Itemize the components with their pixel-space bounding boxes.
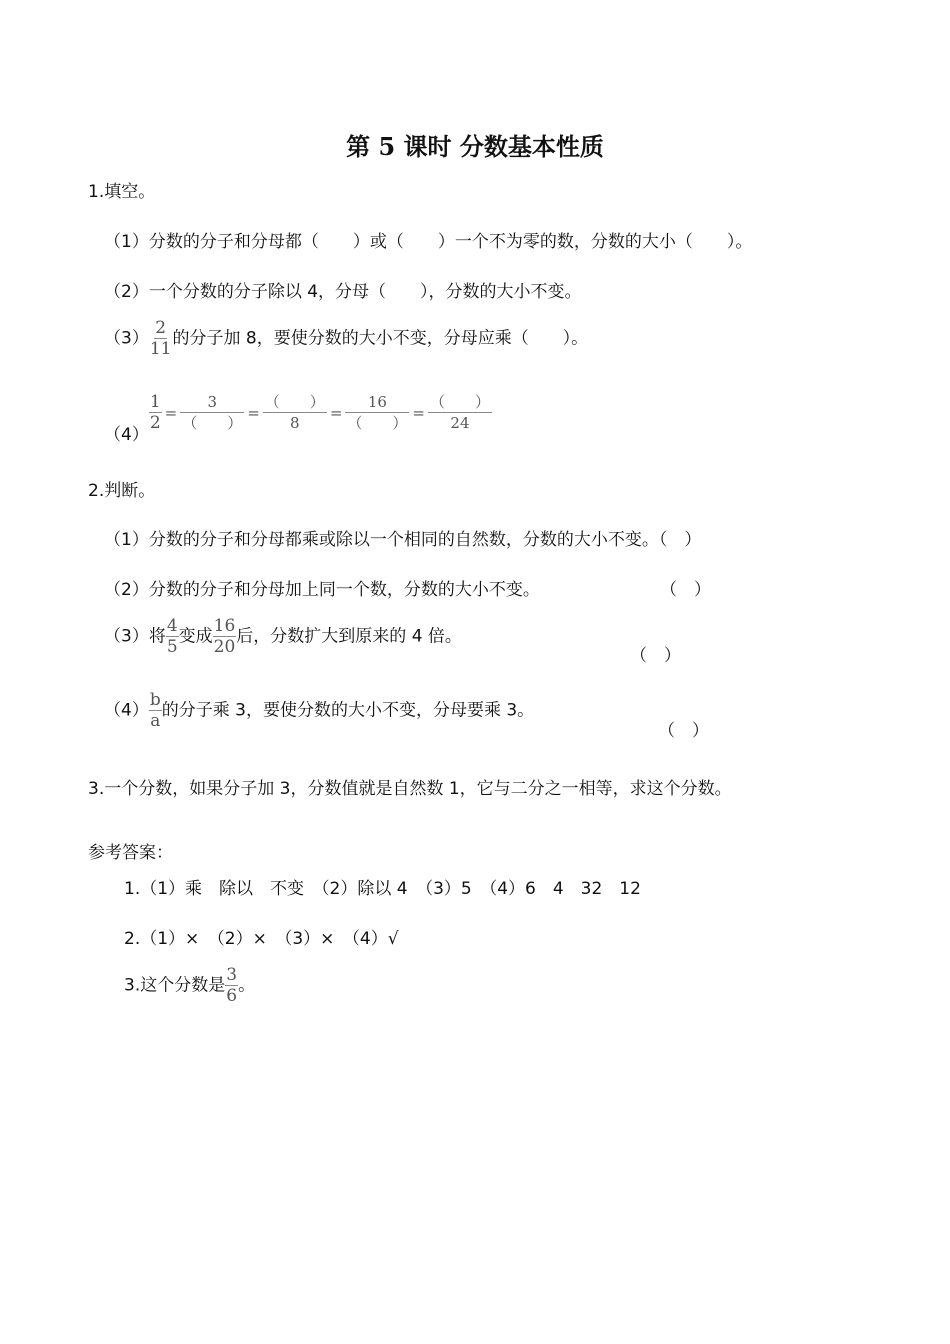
answer-3 [124,965,255,1006]
fraction: $\frac{3}{6}$ [226,965,238,1006]
q2-item-3-label: （3）将 [104,626,166,647]
q2-item-4 [104,690,534,731]
q2-item-3-paren: （ ） [630,646,681,666]
q2-item-4-label: （4） [104,700,149,721]
page-title: 第 5 课时 分数基本性质 [346,132,604,161]
equals-sign: = [164,403,178,422]
fraction: $\frac{( )}{24}$ [429,393,490,432]
fraction: $\frac{4}{5}$ [166,616,178,657]
q1-item-3 [104,318,588,359]
q2-item-3 [104,616,462,657]
answer-3-text: 3.这个分数是 [124,975,226,996]
fraction: $\frac{2}{11}$ [149,318,172,359]
q2-item-1: （1）分数的分子和分母都乘或除以一个相同的自然数，分数的大小不变。（ ） [104,530,702,550]
q1-item-3-text: 的分子加 8，要使分数的大小不变，分母应乘（ ）。 [172,328,589,349]
q1-item-4 [104,392,492,445]
q1-item-1: （1）分数的分子和分母都（ ）或（ ）一个不为零的数，分数的大小（ ）。 [104,232,753,252]
q1-heading: 1.填空。 [88,182,156,202]
q1-item-2: （2）一个分数的分子除以 4，分母（ ），分数的大小不变。 [104,282,582,302]
answer-2: 2.（1）× （2）× （3）× （4）√ [124,929,399,949]
q2-item-3-mid: 变成 [178,626,213,647]
q2-item-2: （2）分数的分子和分母加上同一个数，分数的大小不变。 [104,580,540,600]
equals-sign: = [329,403,343,422]
q2-item-2-paren: （ ） [660,580,711,600]
q2-heading: 2.判断。 [88,481,156,501]
equals-sign: = [412,403,425,422]
fraction: $\frac{16}{( )}$ [347,393,408,432]
q2-item-4-paren: （ ） [658,721,709,741]
q1-item-4-label: （4） [104,424,149,445]
fraction: $\frac{b}{a}$ [149,690,161,731]
answer-1: 1.（1）乘 除以 不变 （2）除以 4 （3）5 （4）6 4 32 12 [124,879,641,899]
fraction: $\frac{16}{20}$ [213,616,236,657]
q2-item-4-text: 的分子乘 3，要使分数的大小不变，分母要乘 3。 [161,700,535,721]
fraction: $\frac{3}{( )}$ [182,393,243,432]
fraction: $\frac{( )}{8}$ [264,393,325,432]
q1-item-3-label: （3） [104,328,149,349]
answer-3-end: 。 [238,975,256,996]
q2-item-3-text: 后，分数扩大到原来的 4 倍。 [236,626,462,647]
fraction: $\frac{1}{2}$ [149,392,161,433]
equals-sign: = [247,403,260,422]
answers-heading: 参考答案： [88,843,173,863]
q3: 3.一个分数，如果分子加 3，分数值就是自然数 1，它与二分之一相等，求这个分数。 [88,779,732,799]
